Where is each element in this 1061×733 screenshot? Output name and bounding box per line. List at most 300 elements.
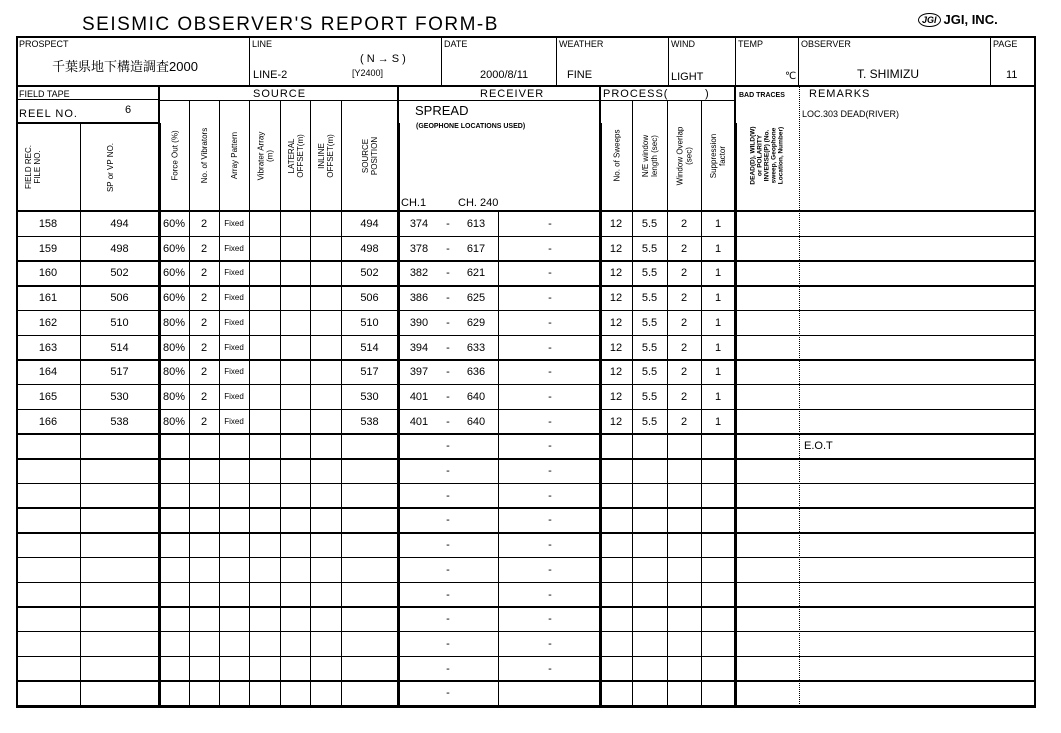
cell-vib [189,632,219,656]
cell-force: 60% [162,292,186,305]
cell-remark [800,311,1034,335]
cell-supp [701,558,735,582]
cell-supp [701,508,735,532]
cell-ch240: 640 [466,390,486,403]
cell-dash: - [446,514,450,527]
ne-window-header: N/E window length (sec) [641,134,660,177]
cell-supp: 1 [714,218,722,230]
cell-pos: 517 [360,366,379,379]
temp-unit: ℃ [785,71,797,82]
cell-pattern [219,484,249,508]
cell-sp [80,459,159,483]
cell-overlap: 2 [680,366,688,379]
cell-ne [632,434,667,458]
ch1-label: CH.1 [401,197,427,209]
cell-ch240: 640 [466,415,486,428]
wind-label: WIND [671,39,695,49]
field-tape-label: FIELD TAPE [19,89,70,99]
cell-supp: 1 [714,316,722,329]
inline-offset-header: INLINE OFFSET(m) [317,133,336,178]
cell-file [16,459,80,483]
cell-vib: 2 [200,415,208,428]
cell-pos [341,583,398,607]
cell-file [16,681,80,705]
cell-dash2: - [548,613,552,626]
cell-sweeps: 12 [609,218,623,230]
cell-ne [632,607,667,631]
cell-sweeps: 12 [609,242,623,255]
jgi-logo-icon: JGI [918,13,941,27]
cell-dash: - [446,588,450,601]
cell-supp [701,459,735,483]
cell-pattern: Fixed [224,268,244,278]
cell-overlap [667,508,701,532]
cell-ch240: 621 [466,267,486,280]
spread-subtitle: (GEOPHONE LOCATIONS USED) [416,123,526,130]
cell-force: 80% [162,366,186,379]
cell-sweeps: 12 [609,316,623,329]
cell-pos: 538 [360,415,379,428]
cell-pos: 510 [360,316,379,329]
cell-dash: - [446,316,450,329]
date-label: DATE [444,39,468,49]
cell-sp [80,508,159,532]
cell-overlap [667,459,701,483]
cell-remark [800,237,1034,261]
cell-sweeps [600,484,632,508]
cell-dash: - [446,366,450,379]
cell-pos [341,632,398,656]
cell-dash: - [446,662,450,675]
window-overlap-header: Window Overlap (sec) [675,126,694,185]
sp-no-header: SP or VP NO. [106,142,116,192]
prospect-value: 千葉県地下構造調査2000 [52,59,198,74]
cell-ne [632,508,667,532]
cell-ch240 [456,558,496,582]
cell-pattern: Fixed [224,293,244,303]
cell-sp [80,681,159,705]
cell-pattern [219,657,249,681]
cell-supp [701,632,735,656]
cell-remark [800,286,1034,310]
receiver-heading: RECEIVER [480,88,545,100]
cell-pattern: Fixed [224,416,244,426]
cell-file [16,657,80,681]
cell-sp [80,533,159,557]
cell-sp: 502 [110,267,129,280]
cell-pos: 494 [360,218,379,230]
field-rec-header: FIELD REC. FILE NO. [24,144,43,190]
cell-ch1 [398,657,440,681]
observer-value: T. SHIMIZU [857,67,919,81]
cell-vib: 2 [200,341,208,354]
cell-pattern: Fixed [224,243,244,253]
cell-supp [701,657,735,681]
cell-file [16,632,80,656]
cell-remark [800,607,1034,631]
cell-pattern [219,533,249,557]
cell-file: 166 [38,415,58,428]
cell-dash: - [446,489,450,502]
cell-pos [341,533,398,557]
cell-ne [632,533,667,557]
cell-ch240: 633 [466,341,486,354]
cell-remark: E.O.T [804,440,833,453]
cell-file [16,508,80,532]
cell-dash2 [535,681,565,705]
cell-overlap [667,558,701,582]
cell-ch240 [456,459,496,483]
bad-traces-heading: BAD TRACES [739,92,785,99]
cell-sweeps [600,681,632,705]
cell-ne [632,583,667,607]
cell-ch240 [456,533,496,557]
cell-sp: 514 [110,341,129,354]
prospect-label: PROSPECT [19,39,69,49]
cell-sp [80,607,159,631]
cell-force: 80% [162,316,186,329]
cell-pos: 498 [360,242,379,255]
cell-ch1: 386 [409,292,429,305]
cell-force [159,657,189,681]
cell-ch240: 629 [466,316,486,329]
cell-remark [800,657,1034,681]
cell-ch1: 374 [409,218,429,230]
cell-ch1: 382 [409,267,429,280]
cell-vib [189,459,219,483]
cell-force [159,533,189,557]
cell-vib [189,533,219,557]
cell-pos [341,558,398,582]
cell-ne: 5.5 [641,366,658,379]
cell-pattern [219,607,249,631]
cell-ch1: 390 [409,316,429,329]
cell-dash2: - [548,415,552,428]
cell-force [159,434,189,458]
cell-sp: 494 [110,218,129,230]
cell-sweeps: 12 [609,341,623,354]
cell-dash2: - [548,267,552,280]
cell-supp: 1 [714,390,722,403]
cell-remark [800,212,1034,236]
cell-dash: - [446,242,450,255]
cell-force: 80% [162,415,186,428]
cell-pattern [219,681,249,705]
cell-vib: 2 [200,267,208,280]
process-heading: PROCESS( ) [603,88,710,100]
cell-ch240: 625 [466,292,486,305]
cell-dash: - [446,292,450,305]
cell-sweeps [600,657,632,681]
cell-file [16,533,80,557]
cell-dash: - [446,465,450,477]
cell-dash: - [446,637,450,650]
cell-sweeps: 12 [609,366,623,379]
cell-file: 164 [38,366,58,379]
cell-supp [701,607,735,631]
reel-number: 6 [125,104,132,116]
cell-pattern [219,583,249,607]
bad-traces-description: DEAD(D), WILD(W) or POLARITY INVERSE(P) (No. sweep, Geophone Location, Number) [750,126,785,185]
line-code: [Y2400] [352,68,384,78]
cell-ch1 [398,632,440,656]
reel-label: REEL NO. [19,108,78,120]
cell-file [16,434,80,458]
cell-sp: 538 [110,415,129,428]
cell-ne [632,657,667,681]
cell-ch1 [398,533,440,557]
cell-force [159,632,189,656]
cell-remark [800,261,1034,285]
cell-sweeps: 12 [609,292,623,305]
cell-ch1 [398,558,440,582]
array-pattern-header: Array Pattern [230,131,240,180]
cell-file: 162 [38,316,58,329]
lateral-offset-header: LATERAL OFFSET(m) [287,133,306,178]
cell-dash2: - [548,390,552,403]
cell-sweeps: 12 [609,390,623,403]
cell-pos [341,607,398,631]
remarks-heading: REMARKS [809,88,871,100]
cell-vib: 2 [200,316,208,329]
cell-remark [800,484,1034,508]
cell-remark [800,360,1034,384]
spread-label: SPREAD [415,103,469,118]
cell-pos: 530 [360,390,379,403]
ch240-label: CH. 240 [458,197,499,209]
cell-force: 80% [162,341,186,354]
company-name: JGI, INC. [943,12,998,27]
cell-sweeps: 12 [609,415,623,428]
cell-overlap: 2 [680,218,688,230]
cell-sweeps [600,558,632,582]
cell-overlap [667,632,701,656]
cell-remark [800,410,1034,434]
cell-pattern [219,434,249,458]
cell-sp: 530 [110,390,129,403]
cell-pattern: Fixed [224,219,244,228]
cell-sp [80,583,159,607]
cell-sp [80,484,159,508]
cell-ch240: 636 [466,366,486,379]
vibrator-array-header: Vibrater Array (m) [256,131,275,180]
cell-ch240 [456,508,496,532]
cell-pattern [219,558,249,582]
cell-file [16,558,80,582]
company-logo [918,12,998,27]
observer-label: OBSERVER [801,39,851,49]
cell-supp: 1 [714,242,722,255]
cell-pos [341,681,398,705]
cell-dash2: - [548,292,552,305]
cell-remark [800,336,1034,360]
cell-overlap: 2 [680,390,688,403]
cell-supp [701,533,735,557]
cell-ch1 [398,434,440,458]
cell-pos [341,657,398,681]
page-number: 11 [1006,69,1018,81]
line-label: LINE [252,39,273,49]
cell-ch1 [398,459,440,483]
cell-dash: - [446,440,450,453]
suppression-header: Suppression factor [709,133,728,178]
cell-dash2: - [548,637,552,650]
cell-sp [80,632,159,656]
cell-ch240 [456,434,496,458]
cell-ne: 5.5 [641,341,658,354]
cell-sp: 517 [110,366,129,379]
cell-force: 80% [162,390,186,403]
cell-file [16,583,80,607]
cell-remark [800,508,1034,532]
cell-vib [189,657,219,681]
cell-dash2: - [548,539,552,552]
cell-pattern [219,459,249,483]
cell-ne: 5.5 [641,390,658,403]
cell-force [159,607,189,631]
line-direction: ( N → S ) [360,53,406,65]
cell-pos: 506 [360,292,379,305]
cell-remark [800,385,1034,409]
cell-file: 158 [38,218,58,230]
cell-vib: 2 [200,292,208,305]
cell-overlap: 2 [680,316,688,329]
weather-label: WEATHER [559,39,604,49]
cell-dash2: - [548,588,552,601]
cell-ch240: 613 [466,218,486,230]
cell-dash2: - [548,366,552,379]
cell-sp: 510 [110,316,129,329]
cell-ne: 5.5 [641,267,658,280]
cell-overlap [667,533,701,557]
cell-dash2: - [548,489,552,502]
cell-dash: - [446,390,450,403]
cell-sp: 498 [110,242,129,255]
weather-value: FINE [567,69,593,81]
cell-ch1: 401 [409,390,429,403]
cell-overlap [667,607,701,631]
cell-supp: 1 [714,415,722,428]
cell-dash: - [446,539,450,552]
cell-overlap [667,484,701,508]
cell-sweeps [600,459,632,483]
cell-dash2: - [548,563,552,576]
cell-remark [800,558,1034,582]
cell-ne: 5.5 [641,218,658,230]
cell-ch240 [456,583,496,607]
line-value: LINE-2 [253,69,288,81]
cell-sp: 506 [110,292,129,305]
sweeps-header: No. of Sweeps [612,129,622,182]
cell-file [16,607,80,631]
cell-ne: 5.5 [641,292,658,305]
cell-overlap [667,657,701,681]
cell-ch1: 394 [409,341,429,354]
cell-vib: 2 [200,390,208,403]
cell-ne: 5.5 [641,242,658,255]
cell-sp [80,657,159,681]
cell-pos [341,434,398,458]
cell-supp: 1 [714,366,722,379]
page-label: PAGE [993,39,1018,49]
cell-ch1 [398,583,440,607]
cell-ne [632,484,667,508]
cell-force: 60% [162,242,186,255]
cell-ne [632,681,667,705]
cell-force [159,459,189,483]
cell-ch240: 617 [466,242,486,255]
cell-ch240 [456,632,496,656]
cell-file: 165 [38,390,58,403]
cell-ne [632,558,667,582]
cell-vib [189,607,219,631]
cell-force: 60% [162,218,186,230]
cell-force [159,583,189,607]
cell-file: 159 [38,242,58,255]
cell-supp [701,681,735,705]
cell-ne [632,459,667,483]
cell-dash2: - [548,662,552,675]
cell-pattern: Fixed [224,342,244,352]
cell-overlap: 2 [680,415,688,428]
cell-remark [800,533,1034,557]
cell-pos [341,508,398,532]
cell-dash: - [446,687,450,700]
wind-value: LIGHT [671,71,704,83]
cell-dash2: - [548,341,552,354]
cell-overlap: 2 [680,267,688,280]
cell-dash: - [446,415,450,428]
cell-pos: 514 [360,341,379,354]
cell-vib [189,508,219,532]
cell-pattern [219,508,249,532]
cell-pattern: Fixed [224,317,244,327]
cell-remark [800,681,1034,705]
cell-dash: - [446,341,450,354]
cell-vib: 2 [200,218,208,230]
force-out-header: Force Out (%) [170,130,180,181]
cell-vib [189,681,219,705]
cell-force [159,484,189,508]
cell-ch1: 397 [409,366,429,379]
cell-ch1 [398,484,440,508]
cell-pattern: Fixed [224,391,244,401]
cell-ch1: 378 [409,242,429,255]
cell-sweeps: 12 [609,267,623,280]
cell-overlap [667,681,701,705]
cell-dash2: - [548,465,552,477]
cell-file: 160 [38,267,58,280]
cell-overlap: 2 [680,242,688,255]
remark-loc-303: LOC.303 DEAD(RIVER) [802,109,900,119]
cell-ch1 [398,607,440,631]
cell-ch1 [398,508,440,532]
cell-dash: - [446,563,450,576]
cell-vib [189,558,219,582]
cell-supp: 1 [714,341,722,354]
cell-dash: - [446,613,450,626]
form-title: SEISMIC OBSERVER'S REPORT FORM-B [82,14,499,35]
cell-ne: 5.5 [641,316,658,329]
cell-vib [189,583,219,607]
cell-vib: 2 [200,242,208,255]
cell-file: 163 [38,341,58,354]
cell-pattern: Fixed [224,367,244,377]
cell-supp [701,434,735,458]
cell-pos [341,484,398,508]
cell-vib: 2 [200,366,208,379]
cell-dash2: - [548,440,552,453]
